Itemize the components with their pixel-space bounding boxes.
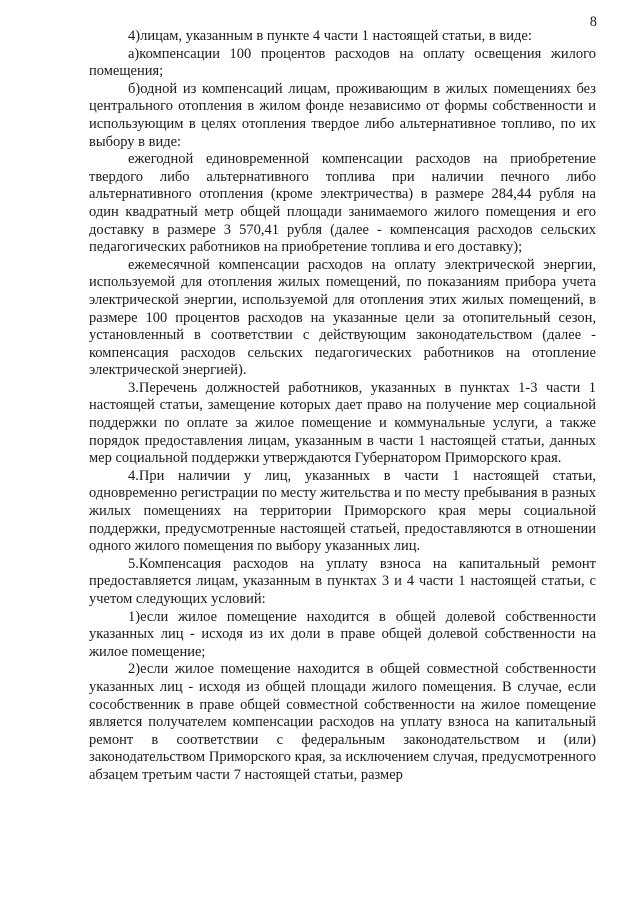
paragraph-section-4: 4.При наличии у лиц, указанных в части 1 настоящей статьи, одновременно регистрации по месту жительства и по месту пребывания в разных жилых помещениях на территории Приморского края меры социальной поддержки, предусмотренные настоящей статьей, предоставляются в отношении одного жилого помещения по выбору указанных лиц. bbox=[89, 467, 596, 555]
paragraph-subitem-b: б)одной из компенсаций лицам, проживающим в жилых помещениях без центрального отопления в жилом фонде независимо от формы собственности и использующим в целях отопления твердое либо альтернативное топливо, по их выбору в виде: bbox=[89, 80, 596, 150]
paragraph-electric-compensation: ежемесячной компенсации расходов на оплату электрической энергии, используемой для отопления жилых помещений, по показаниям прибора учета электрической энергии, используемой для отопления этих жилых помещений, в размере 100 процентов расходов на указанные цели за отопительный сезон, установленный в соответствии с действующим законодательством (далее - компенсация расходов сельских педагогических работников на отопление электрической энергией). bbox=[89, 256, 596, 379]
paragraph-condition-1: 1)если жилое помещение находится в общей долевой собственности указанных лиц - исходя из их доли в праве общей долевой собственности на жилое помещение; bbox=[89, 608, 596, 660]
paragraph-section-5: 5.Компенсация расходов на уплату взноса на капитальный ремонт предоставляется лицам, указанным в пунктах 3 и 4 части 1 настоящей статьи, с учетом следующих условий: bbox=[89, 555, 596, 607]
paragraph-fuel-compensation: ежегодной единовременной компенсации расходов на приобретение твердого либо альтернативного топлива при наличии печного либо альтернативного отопления (кроме электричества) в размере 284,44 рубля на один квадратный метр общей площади занимаемого жилого помещения и его доставку в размере 3 570,41 рубля (далее - компенсация расходов сельских педагогических работников на приобретение топлива и его доставку); bbox=[89, 151, 596, 256]
paragraph-condition-2: 2)если жилое помещение находится в общей совместной собственности указанных лиц - исходя из общей площади жилого помещения. В случае, если сособственник в праве общей совместной собственности на жилое помещение является получателем компенсации расходов на уплату взноса на капитальный ремонт в соответствии с федеральным законодательством и (или) законодательством Приморского края, за исключением случая, предусмотренного абзацем третьим части 7 настоящей статьи, размер bbox=[89, 661, 596, 783]
paragraph-subitem-a: а)компенсации 100 процентов расходов на оплату освещения жилого помещения; bbox=[89, 45, 596, 80]
paragraph-section-3: 3.Перечень должностей работников, указанных в пунктах 1-3 части 1 настоящей статьи, замещение которых дает право на получение мер социальной поддержки по оплате за жилое помещение и коммунальные услуги, а также порядок предоставления лицам, указанным в части 1 настоящей статьи, данных мер социальной поддержки утверждаются Губернатором Приморского края. bbox=[89, 379, 596, 467]
document-body bbox=[89, 28, 596, 785]
paragraph-item-4: 4)лицам, указанным в пункте 4 части 1 настоящей статьи, в виде: bbox=[128, 28, 532, 44]
page-number: 8 bbox=[589, 14, 597, 30]
